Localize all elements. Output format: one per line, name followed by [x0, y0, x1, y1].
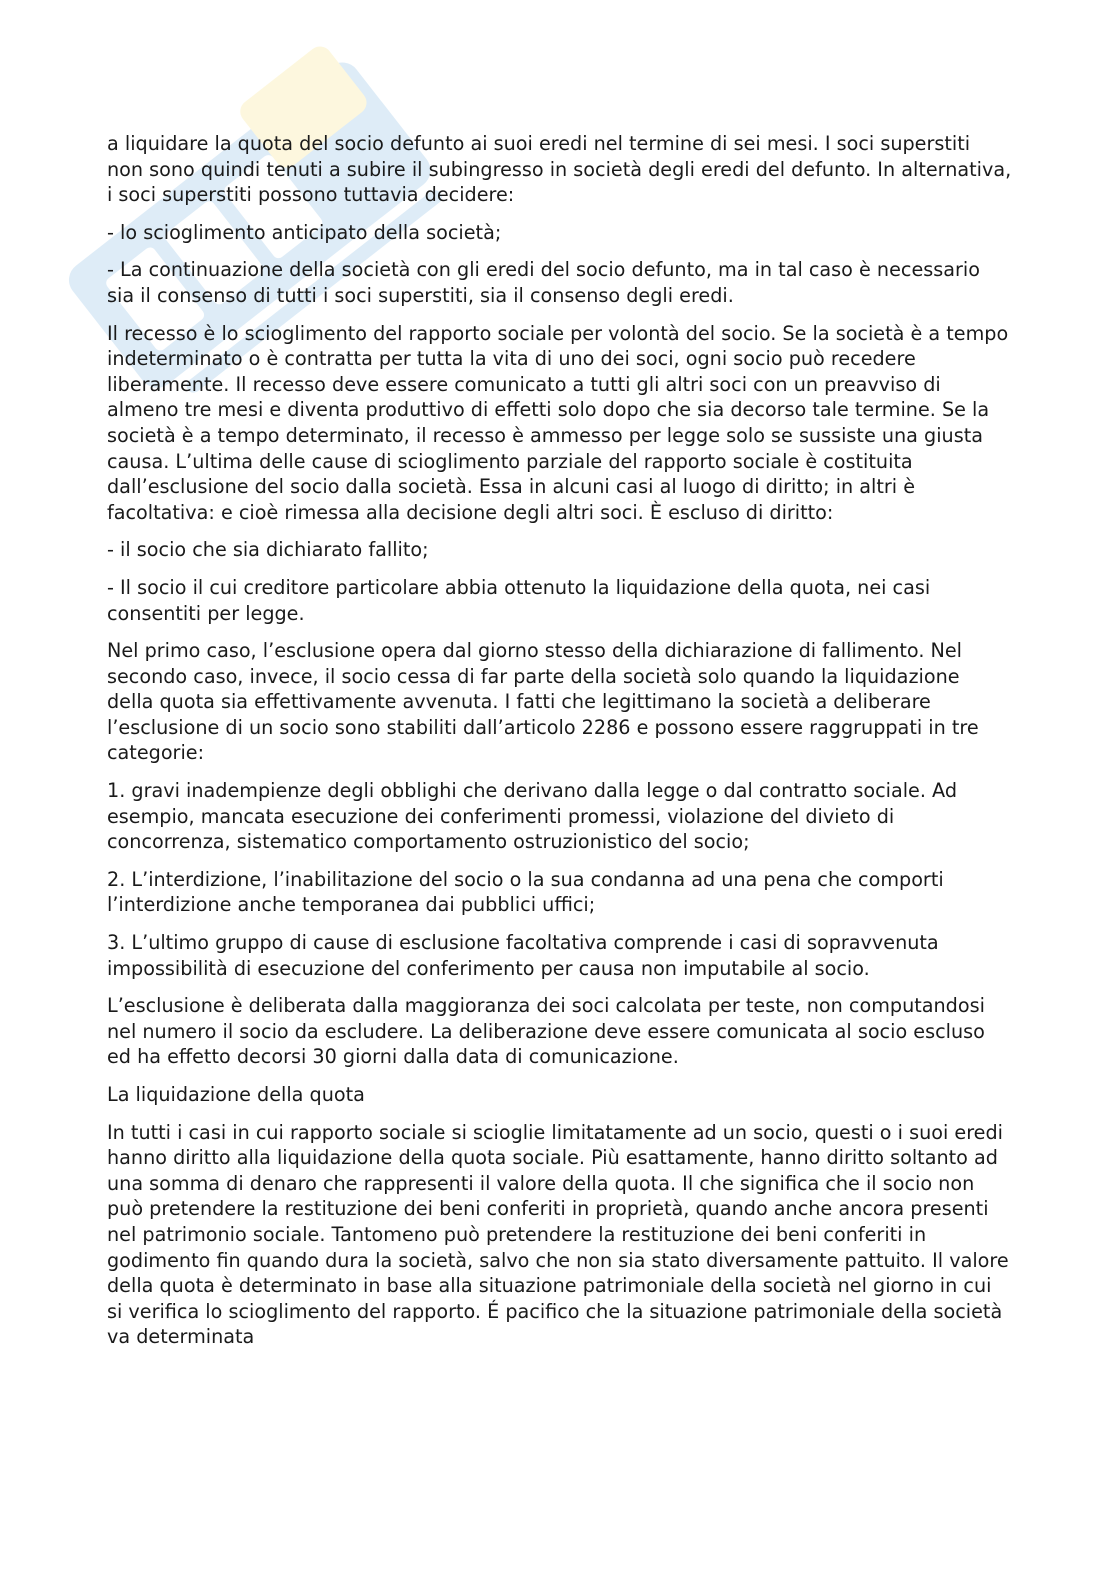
document-body — [107, 131, 1012, 1362]
section-heading-liquidazione-quota: La liquidazione della quota — [107, 1083, 365, 1106]
list-item-continuazione-eredi: - La continuazione della società con gli eredi del socio defunto, ma in tal caso è necessario sia il consenso di tutti i soci superstiti, sia il consenso degli eredi. — [107, 258, 980, 307]
list-item-scioglimento-anticipato: - lo scioglimento anticipato della società; — [107, 220, 502, 244]
paragraph-effetti-esclusione: Nel primo caso, l’esclusione opera dal giorno stesso della dichiarazione di fallimento. Nel secondo caso, invece, il socio cessa di far parte della società solo quando la liquidazione della quota sia effettivamente avvenuta. I fatti che legittimano la società a deliberare l’esclusione di un socio sono stabiliti dall’articolo 2286 e possono essere raggruppati in tre categorie: — [107, 639, 979, 765]
list-item-gravi-inadempienze: 1. gravi inadempienze degli obblighi che derivano dalla legge o dal contratto sociale. Ad esempio, mancata esecuzione dei conferimenti promessi, violazione del divieto di concorrenza, sistematico comportamento ostruzionistico del socio; — [107, 779, 958, 854]
list-item-creditore-particolare: - Il socio il cui creditore particolare abbia ottenuto la liquidazione della quota, nei casi consentiti per legge. — [107, 575, 931, 625]
list-item-socio-fallito: - il socio che sia dichiarato fallito; — [107, 538, 429, 562]
list-item-impossibilita-conferimento: 3. L’ultimo gruppo di cause di esclusione facoltativa comprende i casi di sopravvenuta impossibilità di esecuzione del conferimento per causa non imputabile al socio. — [107, 931, 939, 980]
paragraph-recesso: Il recesso è lo scioglimento del rapporto sociale per volontà del socio. Se la società è a tempo indeterminato o è contratta per tutta la vita di uno dei soci, ogni socio può recedere liberamente. Il recesso deve essere comunicato a tutti gli altri soci con un preavviso di almeno tre mesi e diventa produttivo di effetti solo dopo che sia decorso tale termine. Se la società è a tempo determinato, il recesso è ammesso per legge solo se sussiste una giusta causa. L’ultima delle cause di scioglimento parziale del rapporto sociale è costituita dall’esclusione del socio dalla società. Essa in alcuni casi al luogo di diritto; in altri è facoltativa: e cioè rimessa alla decisione degli altri soci. È escluso di diritto: — [107, 321, 1009, 524]
paragraph-liquidazione-quota: In tutti i casi in cui rapporto sociale si scioglie limitatamente ad un socio, questi o i suoi eredi hanno diritto alla liquidazione della quota sociale. Più esattamente, hanno diritto soltanto ad una somma di denaro che rappresenti il valore della quota. Il che significa che il socio non può pretendere la restituzione dei beni conferiti in proprietà, quando anche ancora presenti nel patrimonio sociale. Tantomeno può pretendere la restituzione dei beni conferiti in godimento fin quando dura la società, salvo che non sia stato diversamente pattuito. Il valore della quota è determinato in base alla situazione patrimoniale della società nel giorno in cui si verifica lo scioglimento del rapporto. É pacifico che la situazione patrimoniale della società va determinata — [107, 1120, 1009, 1349]
list-item-interdizione: 2. L’interdizione, l’inabilitazione del socio o la sua condanna ad una pena che comporti l’interdizione anche temporanea dai pubblici uffici; — [107, 867, 944, 917]
paragraph-liquidazione-eredi: a liquidare la quota del socio defunto ai suoi eredi nel termine di sei mesi. I soci superstiti non sono quindi tenuti a subire il subingresso in società degli eredi del defunto. In alternativa, i soci superstiti possono tuttavia decidere: — [107, 132, 1012, 207]
paragraph-deliberazione-esclusione: L’esclusione è deliberata dalla maggioranza dei soci calcolata per teste, non computandosi nel numero il socio da escludere. La deliberazione deve essere comunicata al socio escluso ed ha effetto decorsi 30 giorni dalla data di comunicazione. — [107, 994, 985, 1069]
